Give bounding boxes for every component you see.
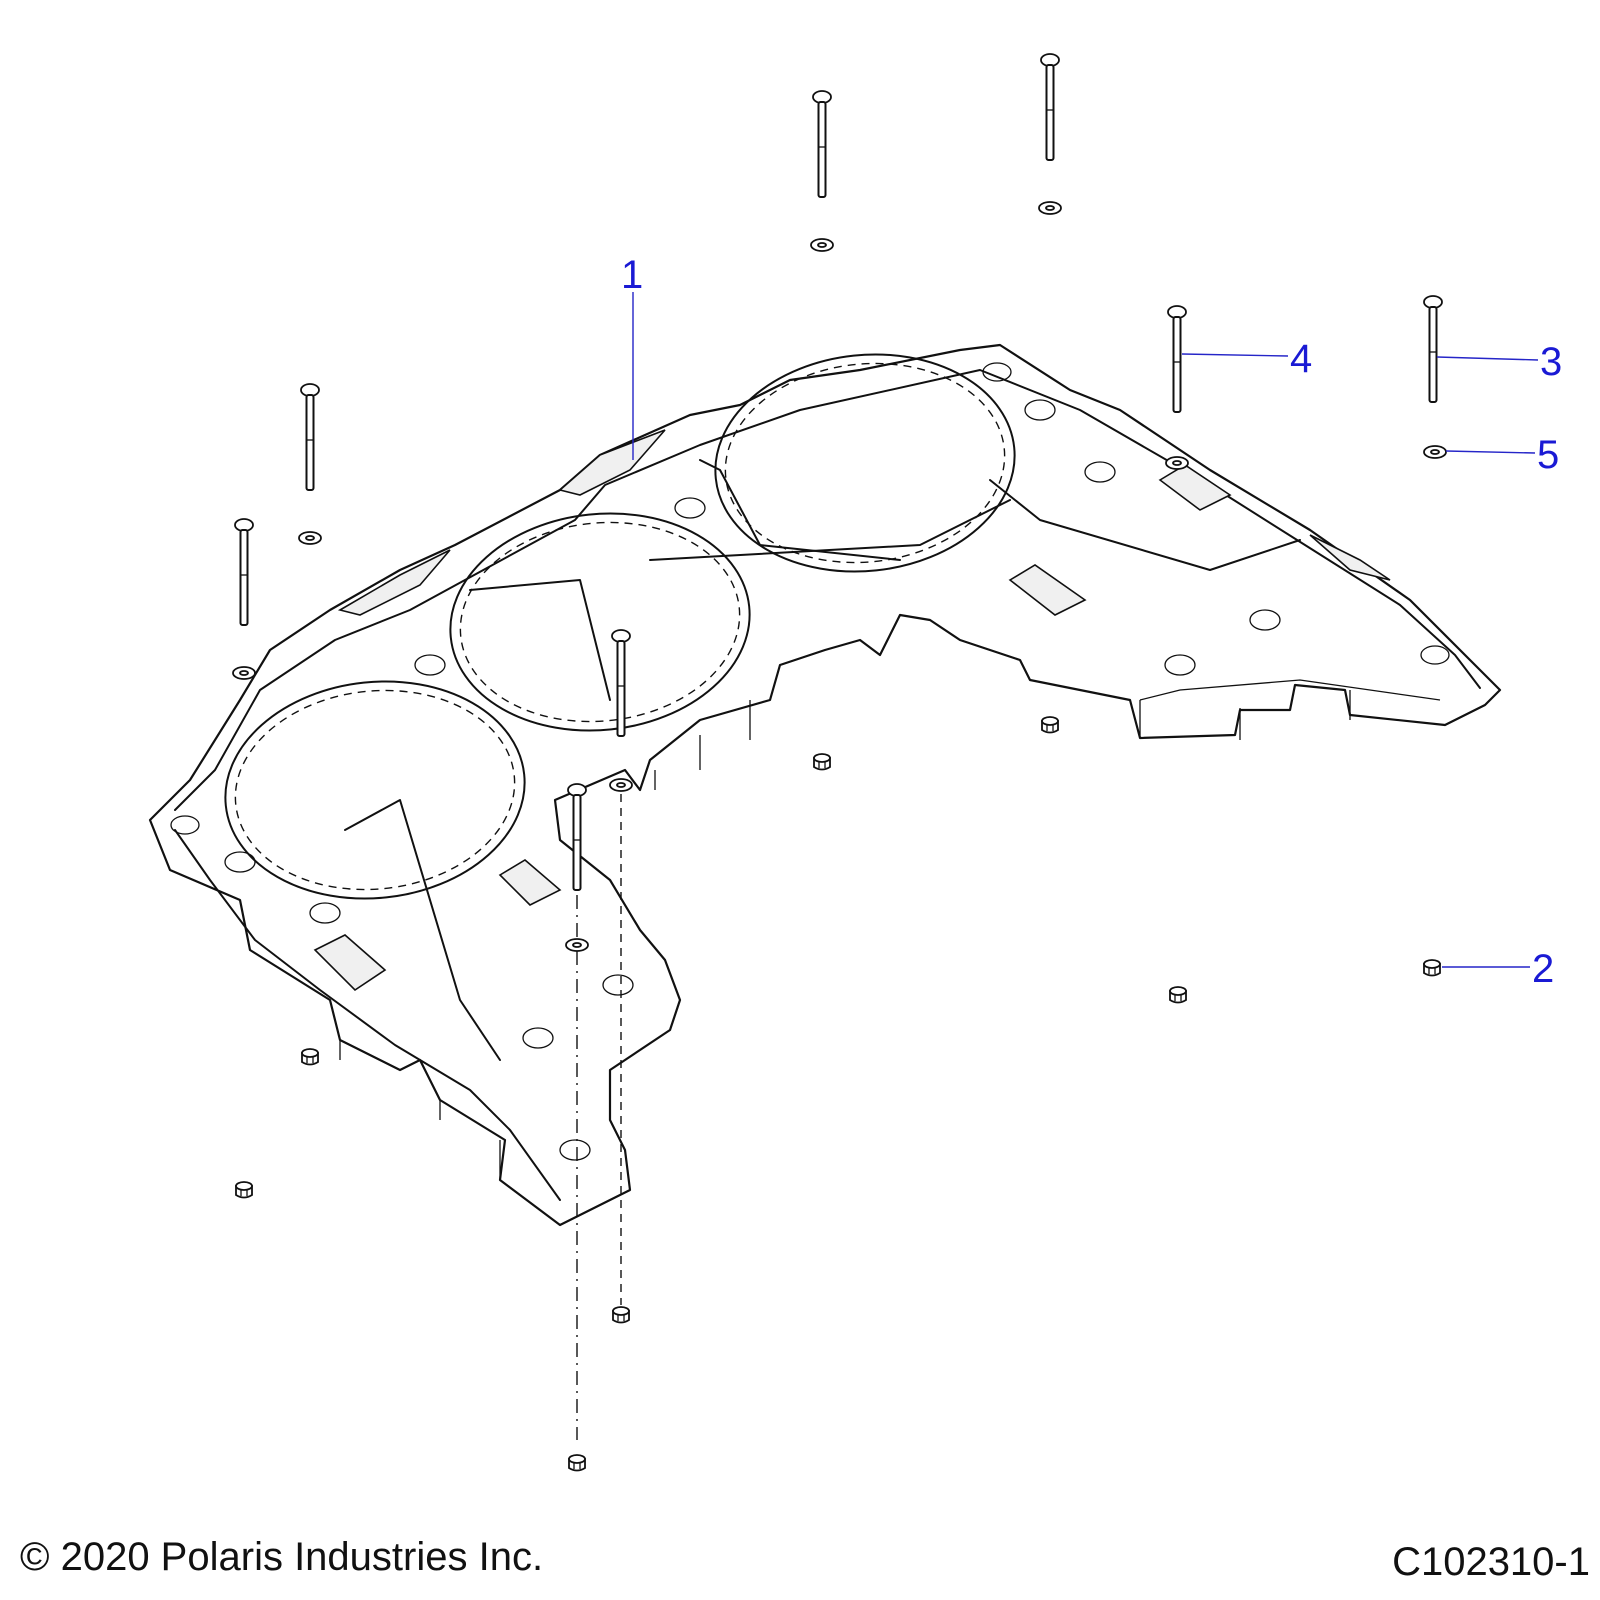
callout-4-label: 4 xyxy=(1290,337,1313,381)
callout-3-label: 3 xyxy=(1540,340,1563,384)
copyright-notice: © 2020 Polaris Industries Inc. xyxy=(20,1535,544,1579)
callout-5-label: 5 xyxy=(1537,433,1560,477)
callout-2 xyxy=(1442,947,1554,991)
callout-5 xyxy=(1446,433,1559,477)
callout-4 xyxy=(1182,337,1312,381)
figure-id: C102310-1 xyxy=(1392,1540,1590,1584)
callout-3 xyxy=(1437,340,1562,384)
callout-2-label: 2 xyxy=(1532,947,1555,991)
rear-rack xyxy=(150,340,1500,1225)
callout-1-label: 1 xyxy=(621,253,644,297)
callout-1 xyxy=(621,253,643,460)
